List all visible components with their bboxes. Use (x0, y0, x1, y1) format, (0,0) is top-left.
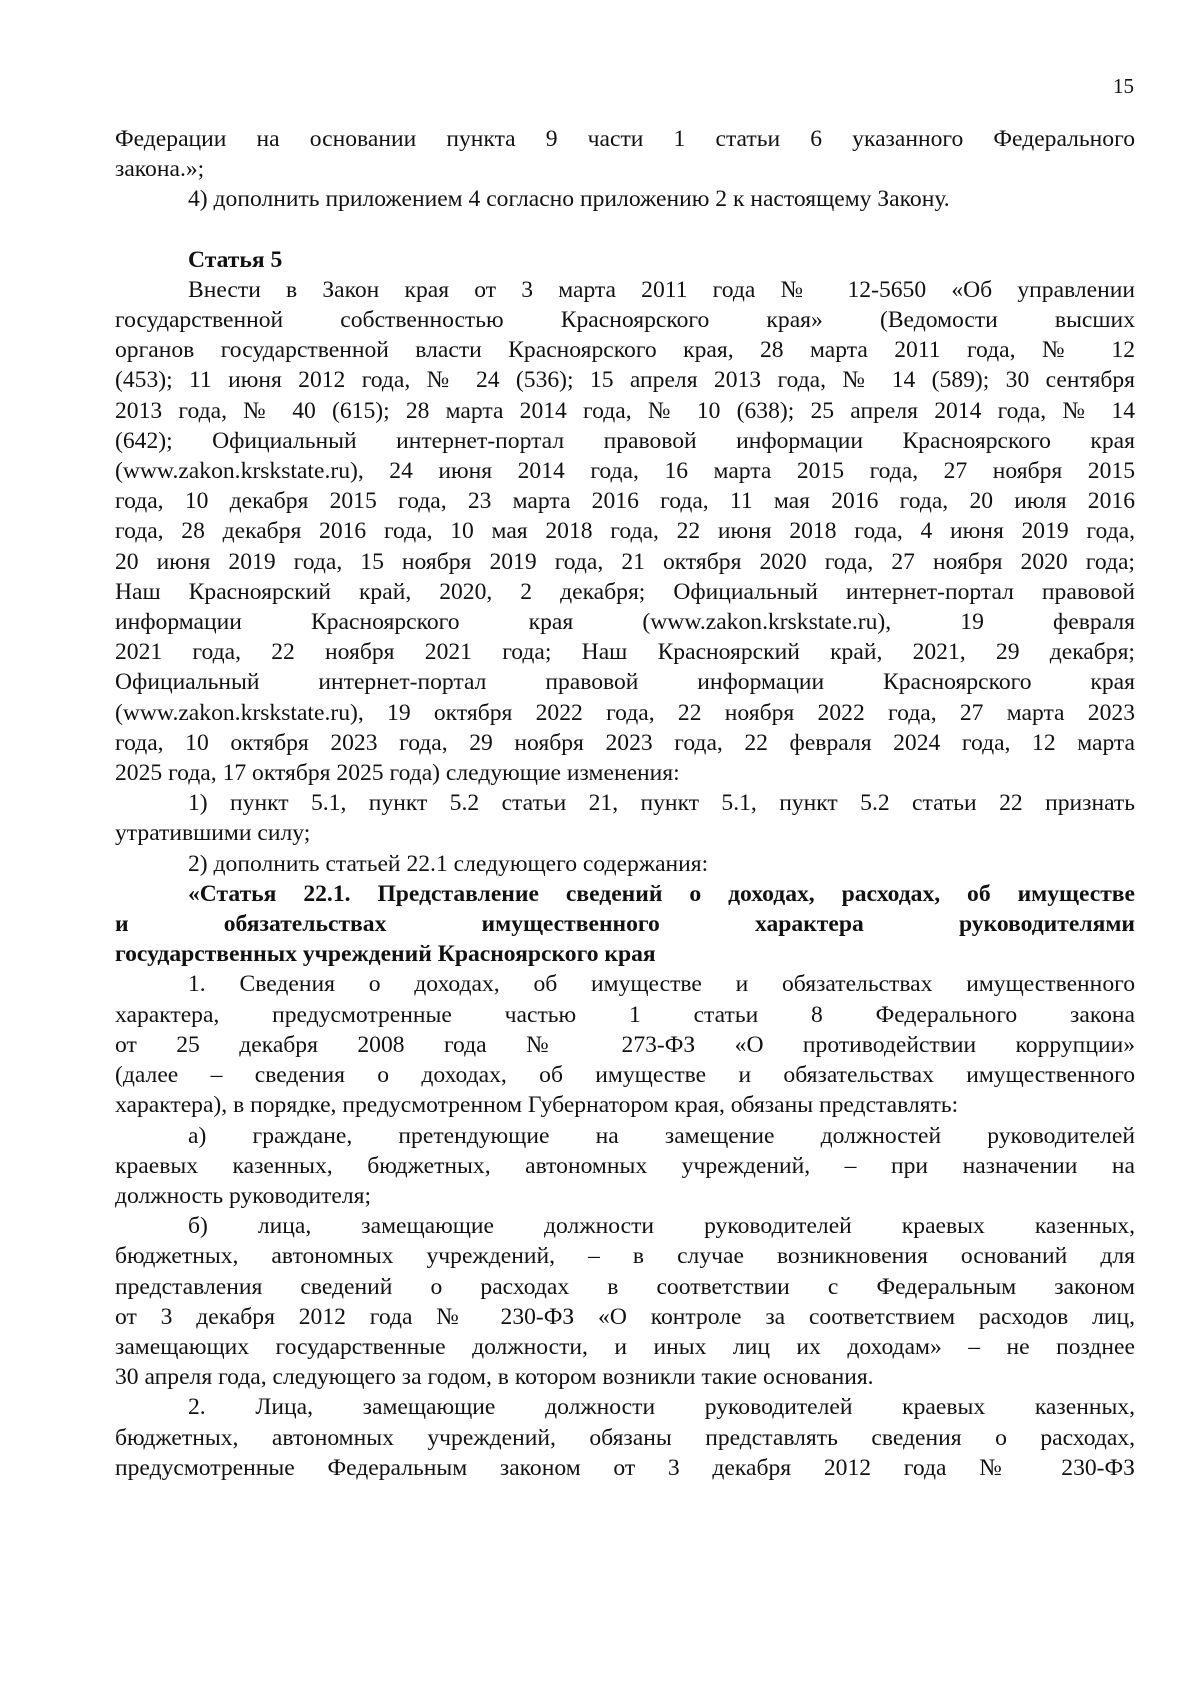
text-line: закона.»; (115, 156, 205, 183)
text-line: 2021 года, 22 ноября 2021 года; Наш Красноярский край, 2021, 29 декабря; (115, 639, 1135, 666)
text-line: 30 апреля года, следующего за годом, в котором возникли такие основания. (115, 1364, 874, 1391)
text-line: 2) дополнить статьей 22.1 следующего содержания: (188, 850, 709, 877)
text-line: от 3 декабря 2012 года № 230-ФЗ «О контроле за соответствием расходов лиц, (115, 1303, 1135, 1330)
text-line: Внести в Закон края от 3 марта 2011 года № 12-5650 «Об управлении (188, 276, 1135, 303)
text-line: характера), в порядке, предусмотренном Губернатором края, обязаны представлять: (115, 1092, 959, 1119)
text-line: информации Красноярского края (www.zakon.krskstate.ru), 19 февраля (115, 609, 1135, 636)
text-line: 2. Лица, замещающие должности руководителей краевых казенных, (188, 1394, 1135, 1421)
text-line: Федерации на основании пункта 9 части 1 статьи 6 указанного Федерального (115, 126, 1135, 152)
text-line: (www.zakon.krskstate.ru), 19 октября 2022 года, 22 ноября 2022 года, 27 марта 2023 (115, 699, 1135, 726)
text-line: (далее – сведения о доходах, об имуществе и обязательствах имущественного (115, 1062, 1135, 1089)
text-line: характера, предусмотренные частью 1 статьи 8 Федерального закона (115, 1001, 1135, 1028)
text-line: органов государственной власти Красноярского края, 28 марта 2011 года, № 12 (115, 337, 1135, 364)
text-line: (453); 11 июня 2012 года, № 24 (536); 15 апреля 2013 года, № 14 (589); 30 сентября (115, 367, 1135, 394)
heading-line: и обязательствах имущественного характера руководителями (115, 911, 1135, 938)
text-line: должность руководителя; (115, 1182, 372, 1209)
text-line: краевых казенных, бюджетных, автономных учреждений, – при назначении на (115, 1152, 1135, 1179)
text-line: бюджетных, автономных учреждений, обязаны представлять сведения о расходах, (115, 1424, 1135, 1451)
text-line: бюджетных, автономных учреждений, – в случае возникновения оснований для (115, 1243, 1135, 1270)
text-line: (642); Официальный интернет-портал правовой информации Красноярского края (115, 427, 1135, 454)
text-line: 2025 года, 17 октября 2025 года) следующие изменения: (115, 760, 680, 787)
text-line: замещающих государственные должности, и иных лиц их доходам» – не позднее (115, 1333, 1135, 1360)
text-line: (www.zakon.krskstate.ru), 24 июня 2014 года, 16 марта 2015 года, 27 ноября 2015 (115, 458, 1135, 485)
text-line: утратившими силу; (115, 820, 311, 847)
text-line: предусмотренные Федеральным законом от 3 декабря 2012 года № 230-ФЗ (115, 1454, 1135, 1481)
text-line: года, 28 декабря 2016 года, 10 мая 2018 года, 22 июня 2018 года, 4 июня 2019 года, (115, 518, 1135, 545)
text-line: от 25 декабря 2008 года № 273-ФЗ «О противодействии коррупции» (115, 1031, 1135, 1058)
text-line: б) лица, замещающие должности руководителей краевых казенных, (188, 1213, 1135, 1240)
text-line: 1) пункт 5.1, пункт 5.2 статьи 21, пункт 5.1, пункт 5.2 статьи 22 признать (188, 790, 1135, 817)
text-line: Официальный интернет-портал правовой информации Красноярского края (115, 669, 1135, 696)
text-line: 4) дополнить приложением 4 согласно приложению 2 к настоящему Закону. (188, 186, 950, 213)
text-line: 2013 года, № 40 (615); 28 марта 2014 года, № 10 (638); 25 апреля 2014 года, № 14 (115, 397, 1135, 424)
document-body (115, 124, 1135, 1483)
text-line: а) граждане, претендующие на замещение должностей руководителей (188, 1122, 1135, 1149)
text-line: 1. Сведения о доходах, об имуществе и обязательствах имущественного (188, 971, 1135, 998)
text-line: государственной собственностью Красноярского края» (Ведомости высших (115, 307, 1135, 334)
heading-line: «Статья 22.1. Представление сведений о доходах, расходах, об имуществе (188, 880, 1135, 907)
text-line: года, 10 октября 2023 года, 29 ноября 2023 года, 22 февраля 2024 года, 12 марта (115, 729, 1135, 756)
page-number: 15 (1113, 74, 1134, 98)
text-line: представления сведений о расходах в соответствии с Федеральным законом (115, 1273, 1135, 1300)
text-line: Наш Красноярский край, 2020, 2 декабря; Официальный интернет-портал правовой (115, 578, 1135, 605)
text-line: 20 июня 2019 года, 15 ноября 2019 года, 21 октября 2020 года, 27 ноября 2020 года; (115, 548, 1135, 575)
heading-line: государственных учреждений Красноярского края (115, 941, 656, 968)
heading-line: Статья 5 (188, 246, 283, 273)
text-line: года, 10 декабря 2015 года, 23 марта 2016 года, 11 мая 2016 года, 20 июля 2016 (115, 488, 1135, 515)
